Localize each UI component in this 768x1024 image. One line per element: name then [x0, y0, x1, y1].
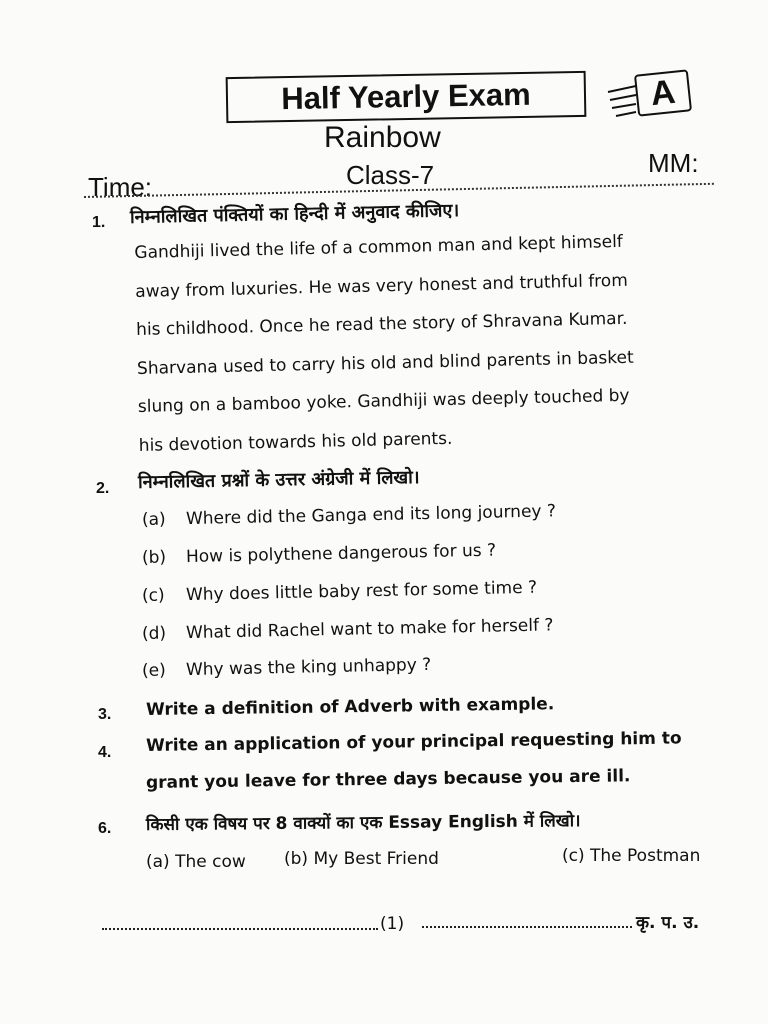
q2-item-a	[142, 501, 556, 530]
exam-title: Half Yearly Exam	[226, 71, 587, 123]
q2-number: 2.	[96, 480, 110, 497]
passage-line: Sharvana used to carry his old and blind parents in basket	[136, 347, 634, 379]
q6-number: 6.	[98, 820, 112, 837]
item-text: Why was the king unhappy ?	[185, 654, 432, 681]
set-badge: A	[634, 69, 692, 116]
q1-number: 1.	[92, 214, 106, 231]
class-label: Class-7	[346, 160, 435, 190]
passage-line: Gandhiji lived the life of a common man and kept himself	[134, 231, 624, 263]
q3-text: Write a definition of Adverb with example.	[145, 694, 555, 720]
item-text: Why does little baby rest for some time ?	[185, 577, 538, 606]
passage-line: away from luxuries. He was very honest and truthful from	[135, 270, 628, 302]
q4-line: Write an application of your principal requesting him to	[145, 728, 682, 756]
q6-option-c: (c) The Postman	[562, 846, 701, 866]
item-text: What did Rachel want to make for herself ?	[185, 615, 554, 644]
q6-instruction: किसी एक विषय पर 8 वाक्यों का एक Essay English में लिखो।	[145, 811, 581, 835]
passage-line: his devotion towards his old parents.	[138, 428, 453, 456]
footer-dots-right	[422, 914, 632, 928]
item-label: (a)	[141, 509, 166, 530]
item-label: (d)	[141, 623, 167, 644]
item-label: (c)	[141, 585, 165, 606]
q1-instruction: निम्नलिखित पंक्तियों का हिन्दी में अनुवाद कीजिए।	[129, 200, 460, 228]
item-label: (e)	[141, 660, 166, 681]
q4-number: 4.	[98, 744, 112, 761]
q2-item-d	[142, 615, 554, 644]
q6-option-a: (a) The cow	[146, 852, 246, 872]
footer-dots-left	[102, 916, 378, 930]
q1-passage	[134, 221, 729, 465]
q4-line: grant you leave for three days because you are ill.	[145, 766, 631, 793]
item-text: Where did the Ganga end its long journey ?	[185, 501, 557, 530]
time-label: Time:	[88, 172, 153, 202]
item-label: (b)	[141, 547, 167, 568]
passage-line: slung on a bamboo yoke. Gandhiji was deeply touched by	[137, 385, 630, 417]
book-title: Rainbow	[324, 121, 441, 154]
item-text: How is polythene dangerous for us ?	[185, 540, 497, 568]
page-number: (1)	[380, 914, 405, 934]
max-marks-label: MM:	[648, 148, 699, 178]
q2-instruction: निम्नलिखित प्रश्नों के उत्तर अंग्रेजी में लिखो।	[137, 467, 420, 493]
q2-item-b	[142, 541, 496, 568]
pto-label: कृ. प. उ.	[636, 913, 700, 933]
q3-number: 3.	[98, 706, 112, 723]
q6-option-b: (b) My Best Friend	[284, 849, 439, 869]
passage-line: his childhood. Once he read the story of Shravana Kumar.	[135, 308, 628, 340]
q2-item-c	[142, 578, 537, 606]
q2-item-e	[142, 655, 432, 681]
